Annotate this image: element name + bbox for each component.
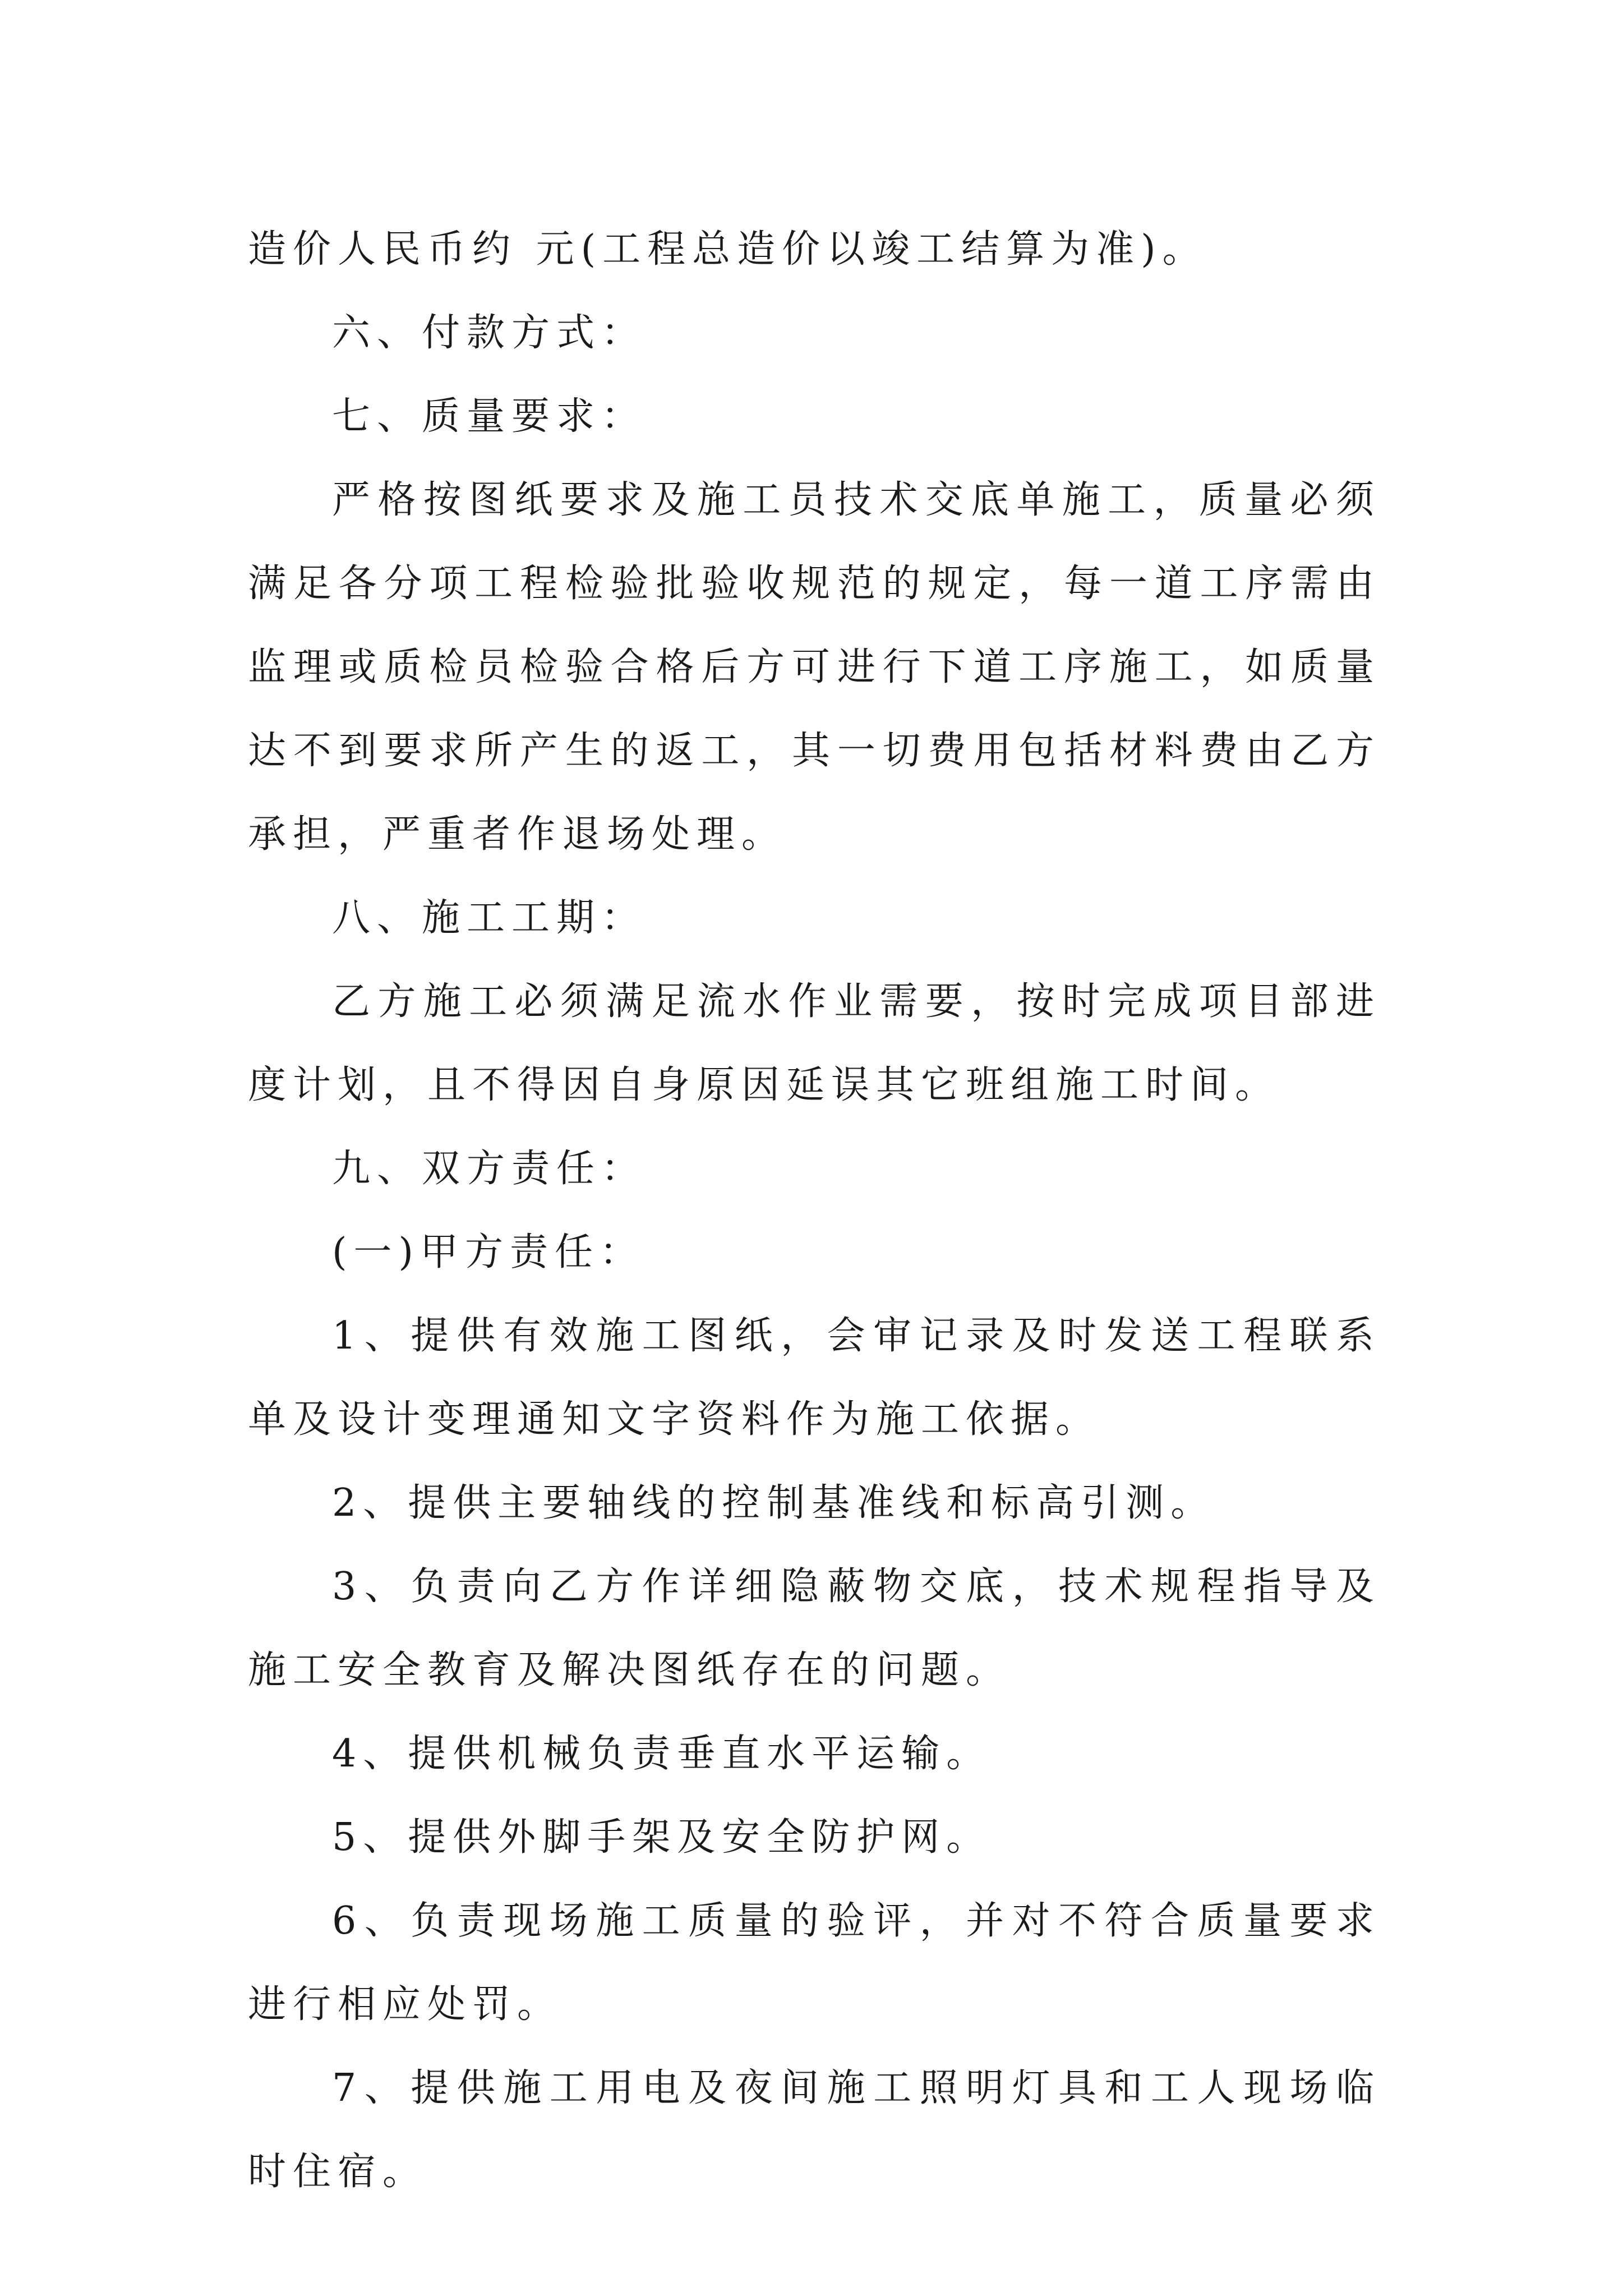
heading-construction-period: 八、施工工期： (332, 896, 647, 940)
heading-payment-method: 六、付款方式： (332, 311, 647, 355)
heading-party-a-responsibilities: (一)甲方责任： (332, 1230, 645, 1274)
list-item-4: 4、提供机械负责垂直水平运输。 (332, 1732, 992, 1776)
heading-responsibilities: 九、双方责任： (332, 1147, 647, 1191)
list-item-7: 7、提供施工用电及夜间施工照明灯具和工人现场临时住宿。 (248, 2066, 1381, 2194)
document-body (248, 208, 1381, 2214)
heading-quality-requirements: 七、质量要求： (332, 394, 647, 439)
list-item-2: 2、提供主要轴线的控制基准线和标高引测。 (332, 1481, 1216, 1525)
list-item-3: 3、负责向乙方作详细隐蔽物交底，技术规程指导及施工安全教育及解决图纸存在的问题。 (248, 1565, 1381, 1692)
list-item-5: 5、提供外脚手架及安全防护网。 (332, 1815, 992, 1860)
paragraph-cost: 造价人民币约 元(工程总造价以竣工结算为准)。 (248, 227, 1207, 272)
list-item-1: 1、提供有效施工图纸，会审记录及时发送工程联系单及设计变理通知文字资料作为施工依据。 (248, 1314, 1381, 1442)
paragraph-quality-details: 严格按图纸要求及施工员技术交底单施工，质量必须满足各分项工程检验批验收规范的规定，每一道工序需由监理或质检员检验合格后方可进行下道工序施工，如质量达不到要求所产生的返工，其一切费用包括材料费由乙方承担，严重者作退场处理。 (248, 478, 1381, 857)
paragraph-construction-period: 乙方施工必须满足流水作业需要，按时完成项目部进度计划，且不得因自身原因延误其它班组施工时间。 (248, 979, 1381, 1107)
list-item-6: 6、负责现场施工质量的验评，并对不符合质量要求进行相应处罚。 (248, 1899, 1381, 2027)
